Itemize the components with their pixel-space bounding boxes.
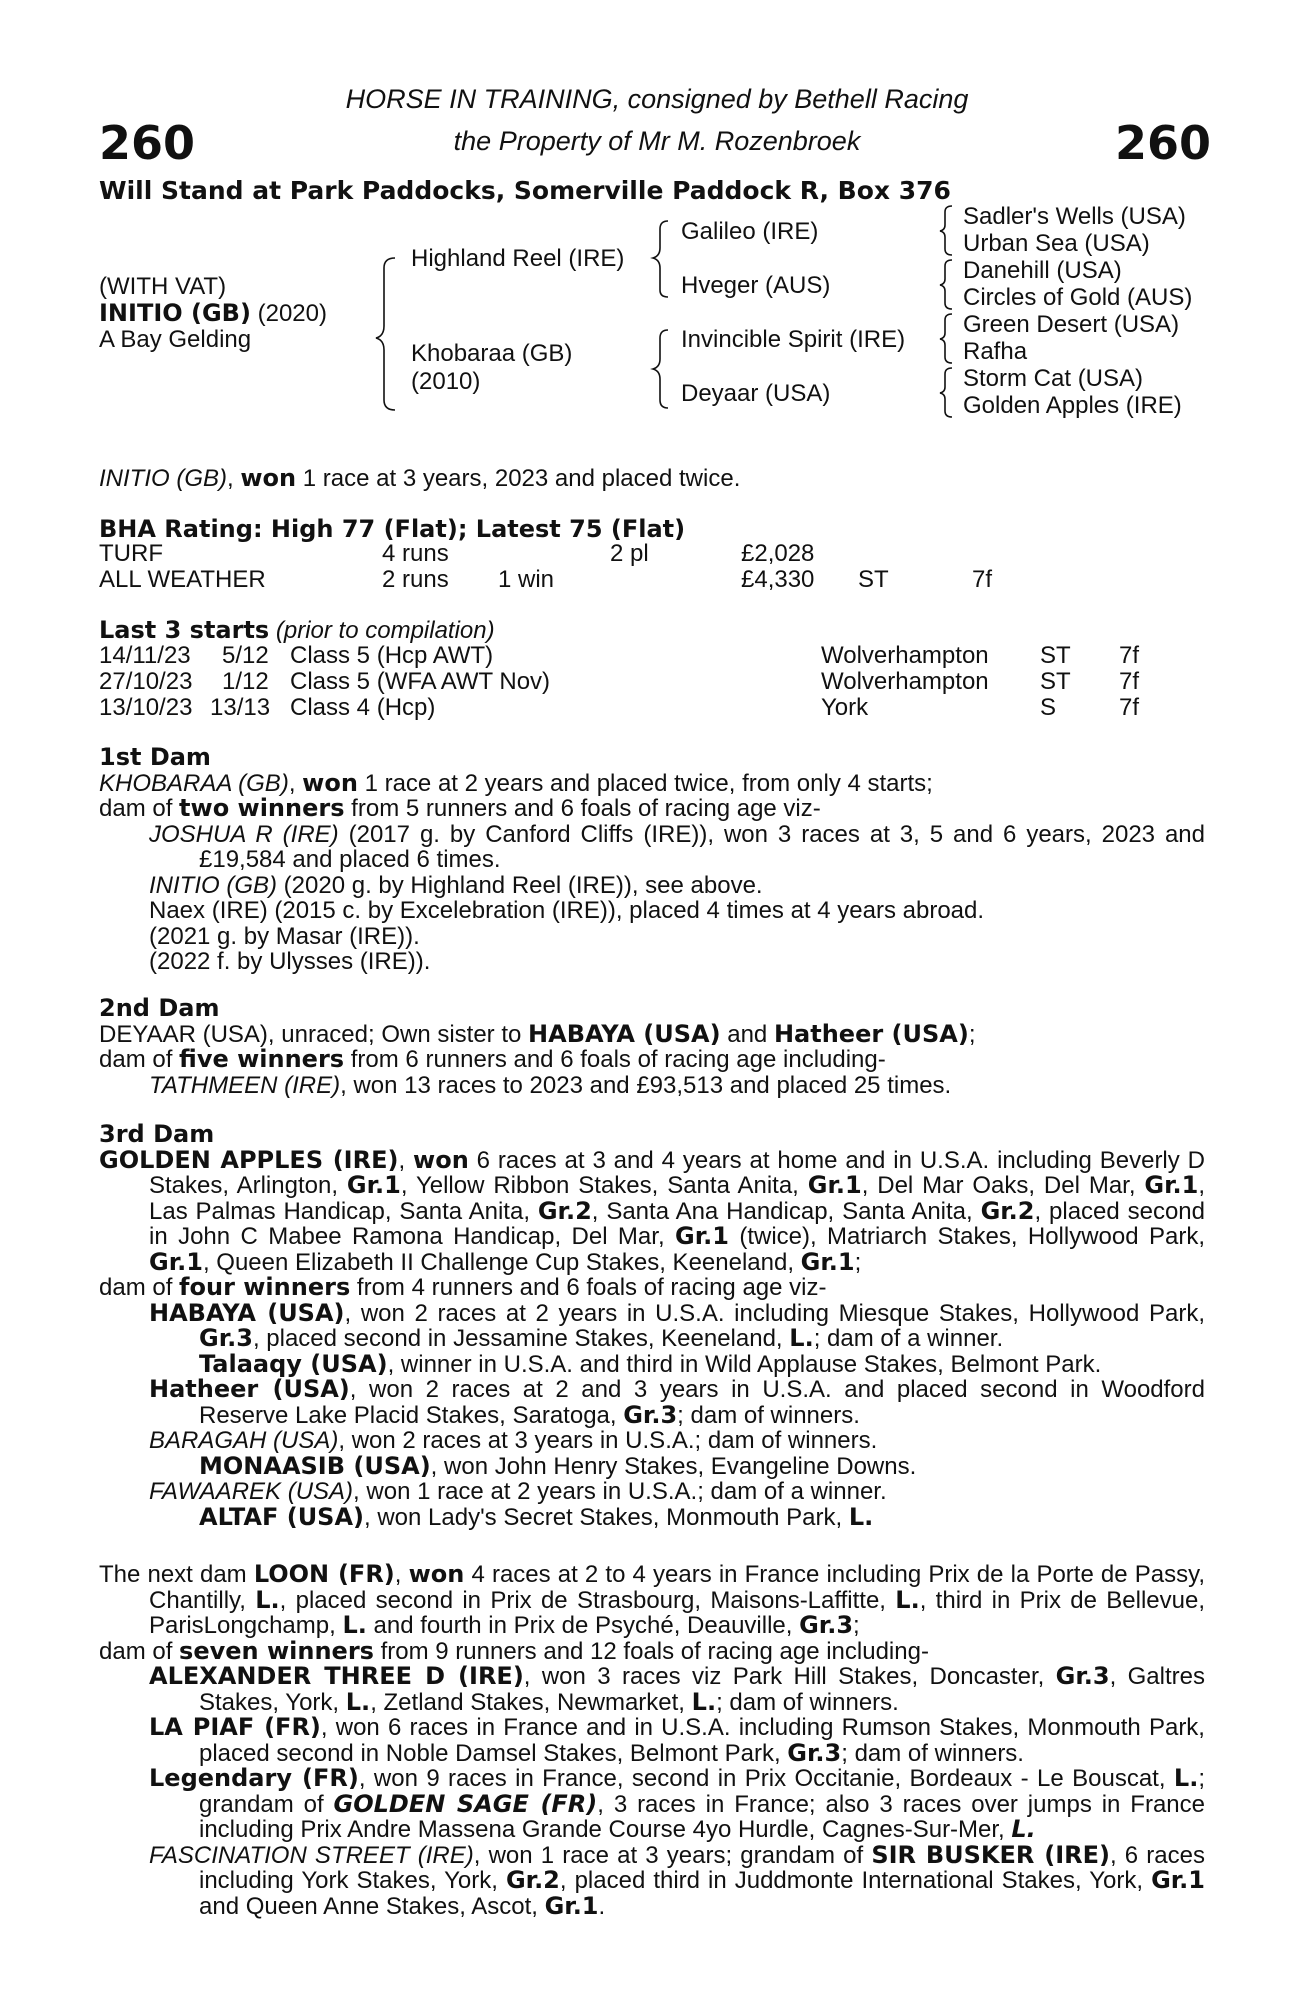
t: , placed second in Jessamine Stakes, Keeneland, xyxy=(252,1325,790,1352)
fascination-street-name: FASCINATION STREET (IRE) xyxy=(149,1841,474,1869)
next-dam-section xyxy=(99,1562,1205,1919)
gen3-8: Golden Apples (IRE) xyxy=(963,392,1182,419)
grade: Gr.3 xyxy=(787,1738,842,1767)
second-dam-intro: DEYAAR (USA), unraced; Own sister to xyxy=(99,1020,529,1048)
bha-rating: BHA Rating: High 77 (Flat); Latest 75 (Flat) xyxy=(99,515,686,543)
sire: Highland Reel (IRE) xyxy=(411,245,625,272)
grade: Gr.1 xyxy=(1151,1866,1205,1894)
first-dam-record: 1 race at 2 years and placed twice, from only 4 starts; xyxy=(357,769,933,797)
t: , winner in U.S.A. and third in Wild Applause Stakes, Belmont Park. xyxy=(387,1350,1102,1378)
start-pos-2: 1/12 xyxy=(222,668,269,695)
t: , won 6 races in France and in U.S.A. including Rumson Stakes, Monmouth Park, placed second in Noble Damsel Stakes, Belmont Park, xyxy=(199,1714,1205,1767)
progeny-hatheer xyxy=(149,1377,1205,1428)
t: , placed second in Prix de Strasbourg, Maisons-Laffitte, xyxy=(279,1586,896,1614)
start-pos-3: 13/13 xyxy=(210,694,271,721)
t: and fourth in Prix de Psyché, Deauville, xyxy=(366,1612,800,1639)
grade: Gr.1 xyxy=(149,1247,203,1276)
start-going-1: ST xyxy=(1040,642,1071,669)
t: , Las Palmas Handicap, Santa Anita, xyxy=(149,1172,1205,1225)
progeny-2022: (2022 f. by Ulysses (IRE)). xyxy=(149,948,431,975)
aw-going: ST xyxy=(858,566,889,593)
talaaqy-name: Talaaqy (USA) xyxy=(199,1349,388,1378)
summary-text: 1 race at 3 years, 2023 and placed twice. xyxy=(296,465,741,492)
gen3-7: Storm Cat (USA) xyxy=(963,365,1144,392)
progeny-talaaqy xyxy=(149,1349,1205,1378)
next-dam-record xyxy=(99,1562,1205,1639)
won: won xyxy=(408,1560,465,1588)
t: , won 2 races at 2 and 3 years in U.S.A. and placed second in Woodford Reserve Lake Placid Stakes, Saratoga, xyxy=(199,1376,1205,1429)
runners: from 4 runners and 6 foals of racing age viz- xyxy=(350,1274,827,1301)
progeny-la-piaf xyxy=(149,1715,1205,1766)
last-starts-title: Last 3 starts xyxy=(99,616,270,644)
gen3-1: Sadler's Wells (USA) xyxy=(963,203,1186,230)
progeny-habaya xyxy=(149,1298,1206,1352)
progeny-2021: (2021 g. by Masar (IRE)). xyxy=(149,922,420,950)
start-pos-1: 5/12 xyxy=(222,642,269,669)
t: , Yellow Ribbon Stakes, Santa Anita, xyxy=(400,1172,808,1199)
t: , placed third in Juddmonte International Stakes, York, xyxy=(559,1867,1152,1894)
start-dist-3: 7f xyxy=(1119,694,1140,721)
vat-note: (WITH VAT) xyxy=(99,273,227,300)
tathmeen-text: , won 13 races to 2023 and £93,513 and placed 25 times. xyxy=(340,1071,952,1099)
stand-location: Will Stand at Park Paddocks, Somerville Paddock R, Box 376 xyxy=(99,176,951,205)
progeny-baragah xyxy=(149,1428,1205,1454)
t: ; dam of a winner. xyxy=(813,1325,1004,1352)
t: , Santa Ana Handicap, Santa Anita, xyxy=(591,1197,981,1225)
horse-description: A Bay Gelding xyxy=(99,326,252,353)
third-dam-section xyxy=(99,1122,1205,1530)
progeny-joshua xyxy=(149,822,1205,873)
habaya-name: HABAYA (USA) xyxy=(149,1298,345,1327)
progeny-naex: Naex (IRE) (2015 c. by Excelebration (IRE)), placed 4 times at 4 years abroad. xyxy=(149,897,985,924)
first-dam-name: KHOBARAA (GB) xyxy=(99,769,289,797)
lot-number-left: 260 xyxy=(99,116,196,170)
start-date-2: 27/10/23 xyxy=(99,668,193,695)
aw-earnings: £4,330 xyxy=(741,566,815,593)
progeny-monaasib xyxy=(149,1451,1205,1480)
consignor-line: HORSE IN TRAINING, consigned by Bethell Racing xyxy=(345,84,969,114)
sire-sire: Galileo (IRE) xyxy=(681,218,819,245)
sister-hatheer: Hatheer (USA) xyxy=(773,1019,969,1048)
t: ; dam of winners. xyxy=(677,1401,860,1429)
joshua-name: JOSHUA R (IRE) xyxy=(149,820,339,848)
t: ; xyxy=(853,1612,860,1639)
t: The next dam xyxy=(99,1561,254,1588)
race-summary: INITIO (GB), won 1 race at 3 years, 2023 and placed twice. xyxy=(99,464,741,492)
initio-name: INITIO (GB) xyxy=(149,871,277,899)
third-dam-title: 3rd Dam xyxy=(99,1120,215,1148)
start-course-3: York xyxy=(821,694,869,721)
start-race-2: Class 5 (WFA AWT Nov) xyxy=(290,668,551,695)
grade: Gr.2 xyxy=(980,1196,1035,1225)
third-dam-produce xyxy=(99,1275,1205,1301)
grade: Gr.1 xyxy=(1144,1171,1199,1199)
listed: L. xyxy=(1011,1815,1036,1843)
progeny-fascination-street xyxy=(149,1840,1205,1920)
dam-dam: Deyaar (USA) xyxy=(681,380,831,407)
listed: L. xyxy=(895,1585,920,1614)
t: , Zetland Stakes, Newmarket, xyxy=(370,1688,692,1716)
progeny-initio xyxy=(149,873,1205,899)
horse-year: (2020) xyxy=(257,300,327,327)
start-race-1: Class 5 (Hcp AWT) xyxy=(290,642,494,669)
baragah-name: BARAGAH (USA) xyxy=(149,1427,339,1454)
damof: dam of xyxy=(99,1274,180,1301)
altaf-name: ALTAF (USA) xyxy=(199,1502,365,1531)
listed: L. xyxy=(345,1687,371,1716)
next-dam-winners: seven winners xyxy=(179,1636,374,1665)
initio-text: (2020 g. by Highland Reel (IRE)), see above. xyxy=(277,871,763,899)
monaasib-name: MONAASIB (USA) xyxy=(199,1451,431,1480)
won: won xyxy=(413,1145,469,1174)
second-dam-produce xyxy=(99,1047,1205,1073)
second-dam-line xyxy=(99,1019,1205,1048)
sister-habaya: HABAYA (USA) xyxy=(528,1019,721,1048)
grade: Gr.2 xyxy=(537,1196,592,1225)
listed: L. xyxy=(255,1585,280,1614)
start-going-3: S xyxy=(1040,694,1057,721)
t: , Del Mar Oaks, Del Mar, xyxy=(861,1172,1145,1199)
lot-number-right: 260 xyxy=(1115,116,1212,170)
start-dist-2: 7f xyxy=(1119,668,1140,695)
start-race-3: Class 4 (Hcp) xyxy=(290,694,436,721)
third-dam-winners: four winners xyxy=(179,1273,351,1301)
runners: from 9 runners and 12 foals of racing age including- xyxy=(373,1637,929,1665)
grade: Gr.3 xyxy=(799,1611,854,1639)
last-starts-heading xyxy=(99,617,495,644)
second-dam-section xyxy=(99,996,1205,1098)
aw-runs: 2 runs xyxy=(382,566,449,593)
grade: Gr.1 xyxy=(807,1171,862,1199)
progeny-tathmeen xyxy=(99,1073,1205,1099)
t: , Queen Elizabeth II Challenge Cup Stakes, Keeneland, xyxy=(202,1248,801,1276)
loon-name: LOON (FR) xyxy=(253,1560,395,1588)
listed: L. xyxy=(691,1687,717,1716)
t: and Queen Anne Stakes, Ascot, xyxy=(199,1892,545,1920)
second-dam-title: 2nd Dam xyxy=(99,994,220,1022)
progeny-alexander xyxy=(149,1664,1205,1715)
sir-busker-name: SIR BUSKER (IRE) xyxy=(871,1840,1110,1869)
t: ; grandam of xyxy=(199,1765,1205,1818)
grade: Gr.3 xyxy=(199,1324,253,1352)
t: , won 3 races viz Park Hill Stakes, Doncaster, xyxy=(523,1663,1056,1690)
t: 6 races at 3 and 4 years at home and in U.S.A. including Beverly D Stakes, Arlington, xyxy=(149,1146,1205,1199)
first-dam-title: 1st Dam xyxy=(99,743,211,771)
start-going-2: ST xyxy=(1040,668,1071,695)
fawaarek-name: FAWAAREK (USA) xyxy=(149,1478,354,1505)
t: , won 2 races at 2 years in U.S.A. including Miesque Stakes, Hollywood Park, xyxy=(344,1299,1206,1327)
hatheer-name: Hatheer (USA) xyxy=(149,1375,350,1403)
semicolon: ; xyxy=(968,1020,976,1048)
first-dam-damof: dam of xyxy=(99,795,180,822)
start-course-1: Wolverhampton xyxy=(821,642,989,669)
first-dam-runners: from 5 runners and 6 foals of racing age viz- xyxy=(344,795,821,822)
gen3-4: Circles of Gold (AUS) xyxy=(963,284,1193,311)
second-dam-winners: five winners xyxy=(179,1045,345,1073)
first-dam-won: won xyxy=(302,768,358,797)
second-dam-runners: from 6 runners and 6 foals of racing age including- xyxy=(344,1046,886,1073)
property-line: the Property of Mr M. Rozenbroek xyxy=(453,126,861,156)
turf-placed: 2 pl xyxy=(610,540,649,567)
listed: L. xyxy=(789,1324,814,1352)
legendary-name: Legendary (FR) xyxy=(149,1764,359,1792)
turf-earnings: £2,028 xyxy=(741,540,815,567)
t: , won 1 race at 3 years; grandam of xyxy=(473,1841,872,1869)
joshua-text: (2017 g. by Canford Cliffs (IRE)), won 3 races at 3, 5 and 6 years, 2023 and £19,584 and placed 6 times. xyxy=(199,820,1205,873)
third-dam-record xyxy=(99,1145,1205,1276)
first-dam-line: KHOBARAA (GB), won 1 race at 2 years and placed twice, from only 4 starts; xyxy=(99,768,933,797)
t: . xyxy=(598,1892,606,1920)
gen3-2: Urban Sea (USA) xyxy=(963,230,1150,257)
alexander-name: ALEXANDER THREE D (IRE) xyxy=(149,1662,524,1690)
t: , 3 races in France; also 3 races over jumps in France including Prix Andre Massena Grande Course 4yo Hurdle, Cagnes-Sur-Mer, xyxy=(199,1790,1205,1843)
progeny-fawaarek xyxy=(149,1479,1205,1505)
grade: Gr.3 xyxy=(623,1400,678,1429)
progeny-legendary xyxy=(149,1766,1205,1843)
start-date-1: 14/11/23 xyxy=(99,642,191,669)
dam: Khobaraa (GB) xyxy=(411,340,573,367)
grade: Gr.3 xyxy=(1055,1662,1110,1690)
sire-dam: Hveger (AUS) xyxy=(681,272,831,299)
t: ; xyxy=(854,1248,862,1276)
grade: Gr.1 xyxy=(675,1222,729,1250)
first-dam-winners: two winners xyxy=(179,794,345,822)
golden-sage-name: GOLDEN SAGE (FR) xyxy=(333,1789,598,1818)
third-dam-progeny xyxy=(99,1298,1206,1531)
t: , 6 races including York Stakes, York, xyxy=(199,1841,1205,1894)
start-date-3: 13/10/23 xyxy=(99,694,193,721)
second-dam-damof: dam of xyxy=(99,1046,180,1073)
t: , won 1 race at 2 years in U.S.A.; dam of a winner. xyxy=(353,1478,887,1505)
progeny-altaf xyxy=(149,1502,1205,1531)
aw-surface: ALL WEATHER xyxy=(99,566,266,593)
listed: L. xyxy=(1173,1764,1199,1792)
start-course-2: Wolverhampton xyxy=(821,668,989,695)
gen3-6: Rafha xyxy=(963,338,1028,365)
grade: Gr.2 xyxy=(505,1866,560,1894)
grade: Gr.1 xyxy=(544,1891,599,1920)
gen3-3: Danehill (USA) xyxy=(963,257,1122,284)
t: , won Lady's Secret Stakes, Monmouth Park, xyxy=(364,1503,849,1531)
t: ; dam of winners. xyxy=(841,1739,1024,1767)
aw-distance: 7f xyxy=(972,566,993,593)
gen3-5: Green Desert (USA) xyxy=(963,311,1180,338)
horse-name: INITIO (GB) xyxy=(99,299,251,327)
golden-apples-name: GOLDEN APPLES (IRE) xyxy=(99,1145,399,1174)
aw-wins: 1 win xyxy=(498,566,555,593)
la-piaf-name: LA PIAF (FR) xyxy=(149,1713,321,1741)
next-dam-progeny xyxy=(99,1664,1205,1919)
next-dam-produce xyxy=(99,1636,1205,1665)
t: , won 9 races in France, second in Prix Occitanie, Bordeaux - Le Bouscat, xyxy=(358,1765,1174,1792)
damof: dam of xyxy=(99,1637,180,1665)
last-starts-note: (prior to compilation) xyxy=(275,617,495,644)
grade: Gr.1 xyxy=(800,1247,855,1276)
tathmeen-name: TATHMEEN (IRE) xyxy=(149,1071,341,1099)
grade: Gr.1 xyxy=(346,1171,401,1199)
summary-horse-name: INITIO (GB) xyxy=(99,465,227,492)
start-dist-1: 7f xyxy=(1119,642,1140,669)
listed: L. xyxy=(342,1611,367,1639)
dam-sire: Invincible Spirit (IRE) xyxy=(681,326,906,353)
t: 4 races at 2 to 4 years in France including Prix de la Porte de Passy, Chantilly, xyxy=(149,1561,1206,1614)
sep: , xyxy=(398,1146,414,1174)
and-text: and xyxy=(720,1020,774,1048)
turf-surface: TURF xyxy=(99,540,163,567)
first-dam-produce xyxy=(99,796,1205,822)
t: , won John Henry Stakes, Evangeline Downs. xyxy=(430,1452,917,1480)
t: (twice), Matriarch Stakes, Hollywood Park, xyxy=(728,1223,1205,1250)
listed: L. xyxy=(848,1502,874,1531)
t: , placed second in John C Mabee Ramona Handicap, Del Mar, xyxy=(149,1197,1205,1250)
summary-won: won xyxy=(240,464,297,492)
t: , Galtres Stakes, York, xyxy=(199,1663,1205,1716)
first-dam-progeny xyxy=(99,822,1205,975)
dam-year: (2010) xyxy=(411,368,481,395)
t: , won 2 races at 3 years in U.S.A.; dam of winners. xyxy=(338,1427,878,1454)
t: ; dam of winners. xyxy=(716,1688,899,1716)
turf-runs: 4 runs xyxy=(382,540,449,567)
t: , third in Prix de Bellevue, ParisLongchamp, xyxy=(149,1586,1206,1639)
first-dam-section xyxy=(99,745,1205,975)
sep: , xyxy=(394,1561,409,1588)
